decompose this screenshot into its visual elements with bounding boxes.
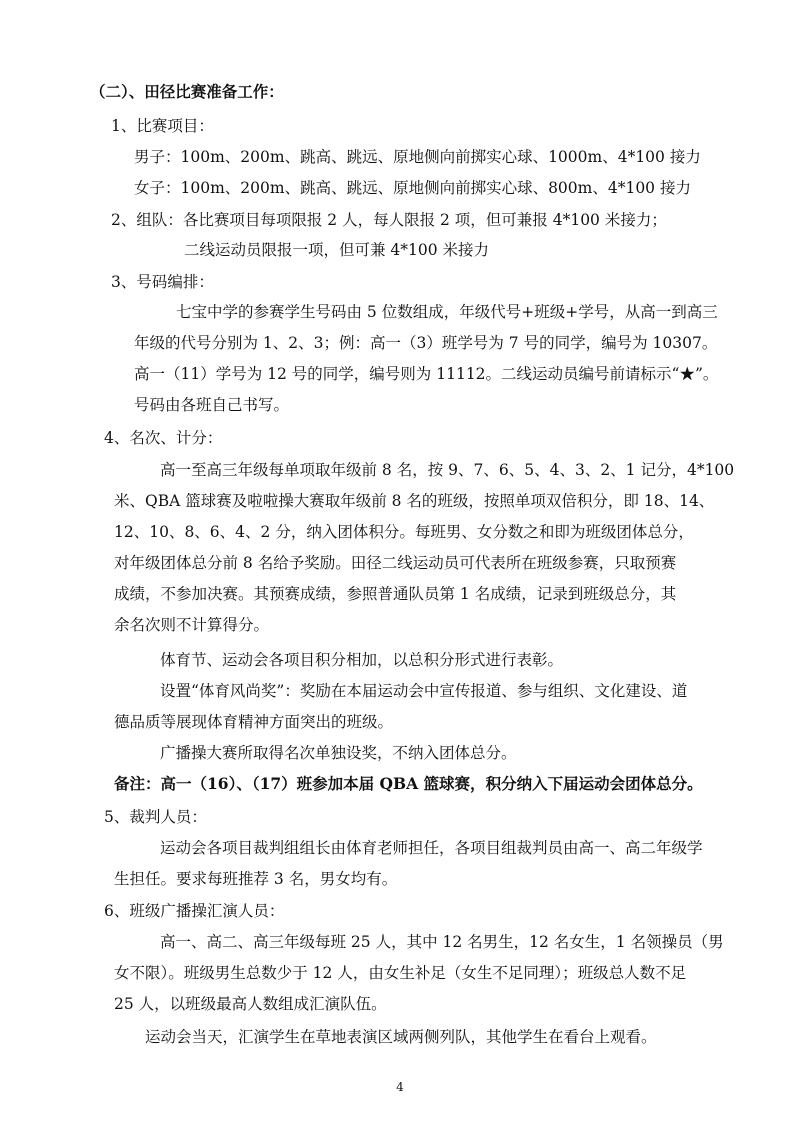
- item6-para2: 运动会当天，汇演学生在草地表演区域两侧列队，其他学生在看台上观看。: [145, 1028, 657, 1046]
- item5-line: 运动会各项目裁判组组长由体育老师担任，各项目组裁判员由高一、高二年级学: [160, 839, 703, 857]
- item4-para1-line: 成绩，不参加决赛。其预赛成绩，参照普通队员第 1 名成绩，记录到班级总分，其: [114, 585, 677, 603]
- item6-line: 高一、高二、高三年级每班 25 人，其中 12 名男生，12 名女生，1 名领操员（男: [160, 933, 724, 951]
- item4-note: 备注：高一（16）、（17）班参加本届 QBA 篮球赛，积分纳入下届运动会团体总分。: [114, 774, 703, 793]
- item3-heading: 3、号码编排：: [111, 273, 214, 291]
- item6-heading: 6、班级广播操汇演人员：: [104, 902, 285, 920]
- item3-line: 高一（11）学号为 12 号的同学，编号则为 11112。二线运动员编号前请标示“★”。: [134, 365, 719, 383]
- item4-heading: 4、名次、计分：: [104, 429, 223, 447]
- item4-para1-line: 余名次则不计算得分。: [114, 616, 270, 634]
- item6-line: 25 人，以班级最高人数组成汇演队伍。: [114, 995, 387, 1013]
- item5-heading: 5、裁判人员：: [104, 808, 207, 826]
- item4-para1-line: 米、QBA 篮球赛及啦啦操大赛取年级前 8 名的班级，按照单项双倍积分，即 18、14、: [114, 492, 715, 510]
- item4-para1-line: 对年级团体总分前 8 名给予奖励。田径二线运动员可代表所在班级参赛，只取预赛: [114, 554, 677, 572]
- item2-line2: 二线运动员限报一项，但可兼 4*100 米接力: [184, 241, 490, 259]
- item4-para2: 体育节、运动会各项目积分相加，以总积分形式进行表彰。: [160, 651, 564, 669]
- item1-women-events: 女子：100m、200m、跳高、跳远、原地侧向前掷实心球、800m、4*100 接力: [134, 179, 691, 197]
- item6-line: 女不限）。班级男生总数少于 12 人，由女生补足（女生不足同理）；班级总人数不足: [114, 964, 687, 982]
- item5-line: 生担任。要求每班推荐 3 名，男女均有。: [114, 870, 398, 888]
- item4-para4: 广播操大赛所取得名次单独设奖，不纳入团体总分。: [160, 744, 517, 762]
- item4-para3-line: 设置“体育风尚奖”：奖励在本届运动会中宣传报道、参与组织、文化建设、道: [160, 682, 688, 700]
- item2-heading: 2、组队：各比赛项目每项限报 2 人，每人限报 2 项，但可兼报 4*100 米接力；: [111, 211, 667, 229]
- item4-para3-line: 德品质等展现体育精神方面突出的班级。: [114, 713, 394, 731]
- item4-para1-line: 12、10、8、6、4、2 分，纳入团体积分。每班男、女分数之和即为班级团体总分，: [114, 523, 694, 541]
- item3-line: 年级的代号分别为 1、2、3；例：高一（3）班学号为 7 号的同学，编号为 10307。: [134, 334, 718, 352]
- item1-heading: 1、比赛项目：: [111, 117, 214, 135]
- page-number: 4: [396, 1080, 404, 1094]
- item4-para1-line: 高一至高三年级每单项取年级前 8 名，按 9、7、6、5、4、3、2、1 记分，4*100: [160, 461, 735, 479]
- item1-men-events: 男子：100m、200m、跳高、跳远、原地侧向前掷实心球、1000m、4*100 接力: [134, 148, 701, 166]
- item3-line: 七宝中学的参赛学生号码由 5 位数组成，年级代号+班级+学号，从高一到高三: [176, 303, 718, 321]
- section-heading: （二）、田径比赛准备工作：: [90, 82, 284, 101]
- item3-line: 号码由各班自己书写。: [134, 396, 290, 414]
